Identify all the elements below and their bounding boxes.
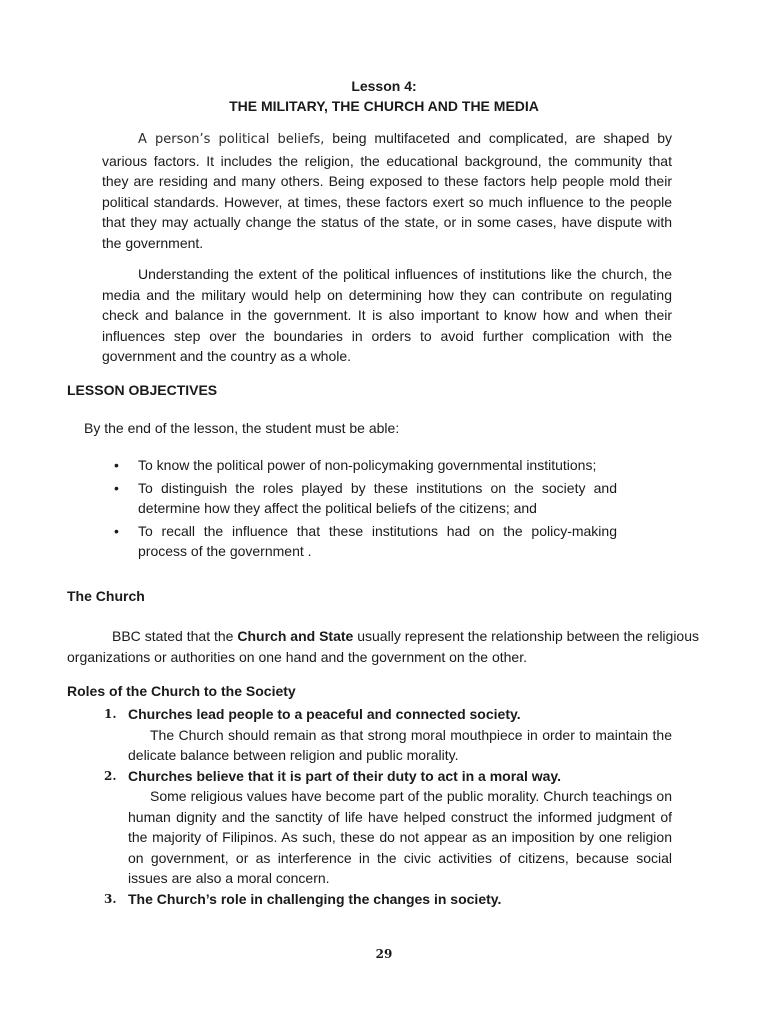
intro-paragraph-1 [102,128,672,253]
role-item [102,889,672,910]
intro-lead-phrase: A person’s political beliefs, [138,132,325,147]
lesson-number: Lesson 4: [351,78,417,94]
role-number: 2. [104,768,117,783]
roles-heading: Roles of the Church to the Society [67,683,296,699]
lesson-title: THE MILITARY, THE CHURCH AND THE MEDIA [229,98,539,114]
page-number: 29 [375,947,393,961]
intro-paragraph-2: Understanding the extent of the political influences of institutions like the church, the media and the military would help on determining how they can contribute on regulating check and balance in the government. It is also important to know how and when their influences step over the boundaries in orders to avoid further complication with the government and the country as a whole. [102,266,672,364]
role-title: 1. Churches lead people to a peaceful and connected society. [102,704,672,725]
role-item [102,766,672,889]
lesson-title-block [0,76,768,116]
objectives-list [112,455,617,563]
church-heading: The Church [67,588,145,604]
role-title: 2. Churches believe that it is part of their duty to act in a moral way. [102,766,672,787]
role-number: 1. [104,707,117,721]
role-body: Some religious values have become part of the public morality. Church teachings on human dignity and the sanctity of life have helped construct the informed judgment of the majority of Filipinos. As such, these do not appear as an imposition by one religion on government, or as interference in the civic activities of citizens, because social issues are also a moral concern. [128,788,672,886]
objective-item: • To distinguish the roles played by these institutions on the society and determine how they affect the political beliefs of the citizens; and [114,479,617,516]
objective-item: • To know the political power of non-policymaking governmental institutions; [112,455,617,476]
bullet-icon: • [114,457,119,473]
bullet-icon: • [114,522,119,539]
intro-paragraph-1-text: being multifaceted and complicated, are shaped by various factors. It includes the religion, the educational background, the community that they are residing and many others. Being exposed to these factors help people mold their political standards. However, at times, these factors exert so much influence to the people that they may actually change the status of the state, or in some cases, have dispute with the government. [102,130,672,251]
role-item [102,704,672,766]
roles-list [102,704,672,909]
objectives-intro: By the end of the lesson, the student must be able: [84,420,400,436]
role-title: 3. The Church’s role in challenging the changes in society. [102,889,672,910]
objectives-heading: LESSON OBJECTIVES [67,382,218,398]
church-state-paragraph: BBC stated that the Church and State usually represent the relationship between the religious organizations or authorities on one hand and the government on the other. [67,628,700,665]
bullet-icon: • [114,479,119,496]
role-number: 3. [104,891,117,906]
church-and-state-term: Church and State [237,628,354,644]
objective-item: • To recall the influence that these institutions had on the policy-making process of the government . [114,522,617,559]
role-body: The Church should remain as that strong moral mouthpiece in order to maintain the delicate balance between religion and public morality. [128,726,672,763]
